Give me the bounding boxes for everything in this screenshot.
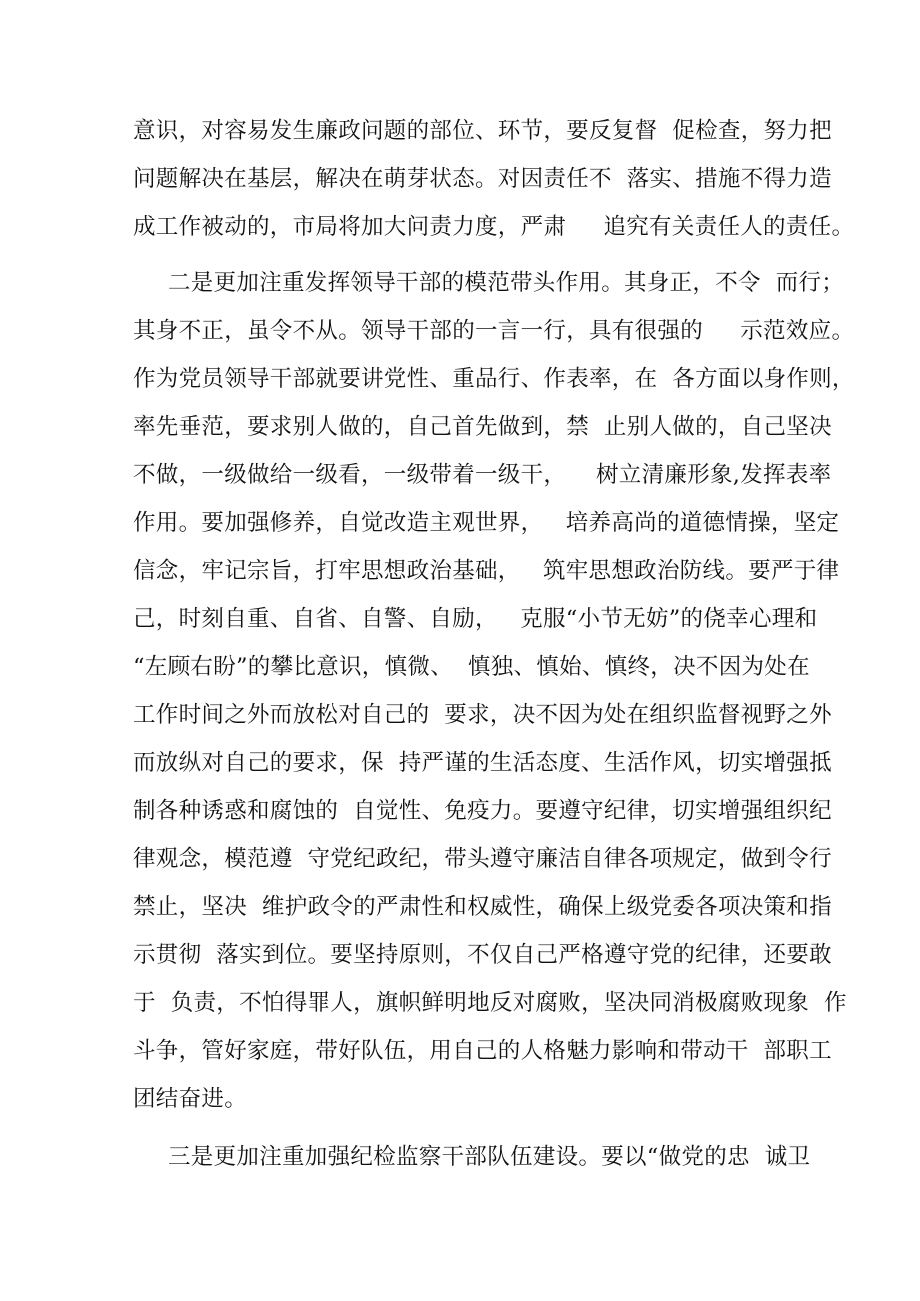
text-line: “左顾右盼”的攀比意识，慎微、 慎独、慎始、慎终，决不因为处在	[133, 654, 810, 680]
text-line: 率先垂范，要求别人做的，自己首先做到，禁 止别人做的，自己坚决	[133, 414, 832, 440]
text-line: 而放纵对自己的要求，保 持严谨的生活态度、生活作风，切实增强抵	[133, 750, 832, 776]
text-line: 己，时刻自重、自省、自警、自励， 克服“小节无妨”的侥幸心理和	[133, 606, 818, 632]
text-line: 信念，牢记宗旨，打牢思想政治基础， 筑牢思想政治防线。要严于律	[133, 558, 840, 584]
text-line: 禁止，坚决 维护政令的严肃性和权威性，确保上级党委各项决策和指	[133, 894, 832, 920]
text-line: 问题解决在基层，解决在萌芽状态。对因责任不 落实、措施不得力造	[133, 166, 832, 192]
text-line: 作用。要加强修养，自觉改造主观世界， 培养高尚的道德情操，坚定	[133, 510, 840, 536]
text-line: 成工作被动的，市局将加大问责力度，严肃 追究有关责任人的责任。	[133, 214, 855, 240]
paragraph-start-line: 二是更加注重发挥领导干部的模范带头作用。其身正，不令 而行；	[168, 270, 845, 296]
text-line: 斗争，管好家庭，带好队伍，用自己的人格魅力影响和带动干 部职工	[133, 1038, 832, 1064]
text-line: 团结奋进。	[133, 1086, 248, 1112]
paragraph-start-line: 三是更加注重加强纪检监察干部队伍建设。要以“做党的忠 诚卫	[168, 1144, 811, 1170]
text-line: 于 负责，不怕得罪人，旗帜鲜明地反对腐败，坚决同消极腐败现象 作	[133, 990, 847, 1016]
text-line: 示贯彻 落实到位。要坚持原则，不仅自己严格遵守党的纪律，还要敢	[133, 942, 832, 968]
text-line: 制各种诱惑和腐蚀的 自觉性、免疫力。要遵守纪律，切实增强组织纪	[133, 798, 832, 824]
text-line: 作为党员领导干部就要讲党性、重品行、作表率，在 各方面以身作则，	[133, 366, 855, 392]
text-line: 律观念，模范遵 守党纪政纪，带头遵守廉洁自律各项规定，做到令行	[133, 846, 832, 872]
text-line: 不做，一级做给一级看，一级带着一级干， 树立清廉形象,发挥表率	[133, 462, 832, 488]
text-line: 工作时间之外而放松对自己的 要求，决不因为处在组织监督视野之外	[133, 702, 832, 728]
text-line: 意识，对容易发生廉政问题的部位、环节，要反复督 促检查，努力把	[133, 118, 832, 144]
text-line: 其身不正，虽令不从。领导干部的一言一行，具有很强的 示范效应。	[133, 318, 855, 344]
